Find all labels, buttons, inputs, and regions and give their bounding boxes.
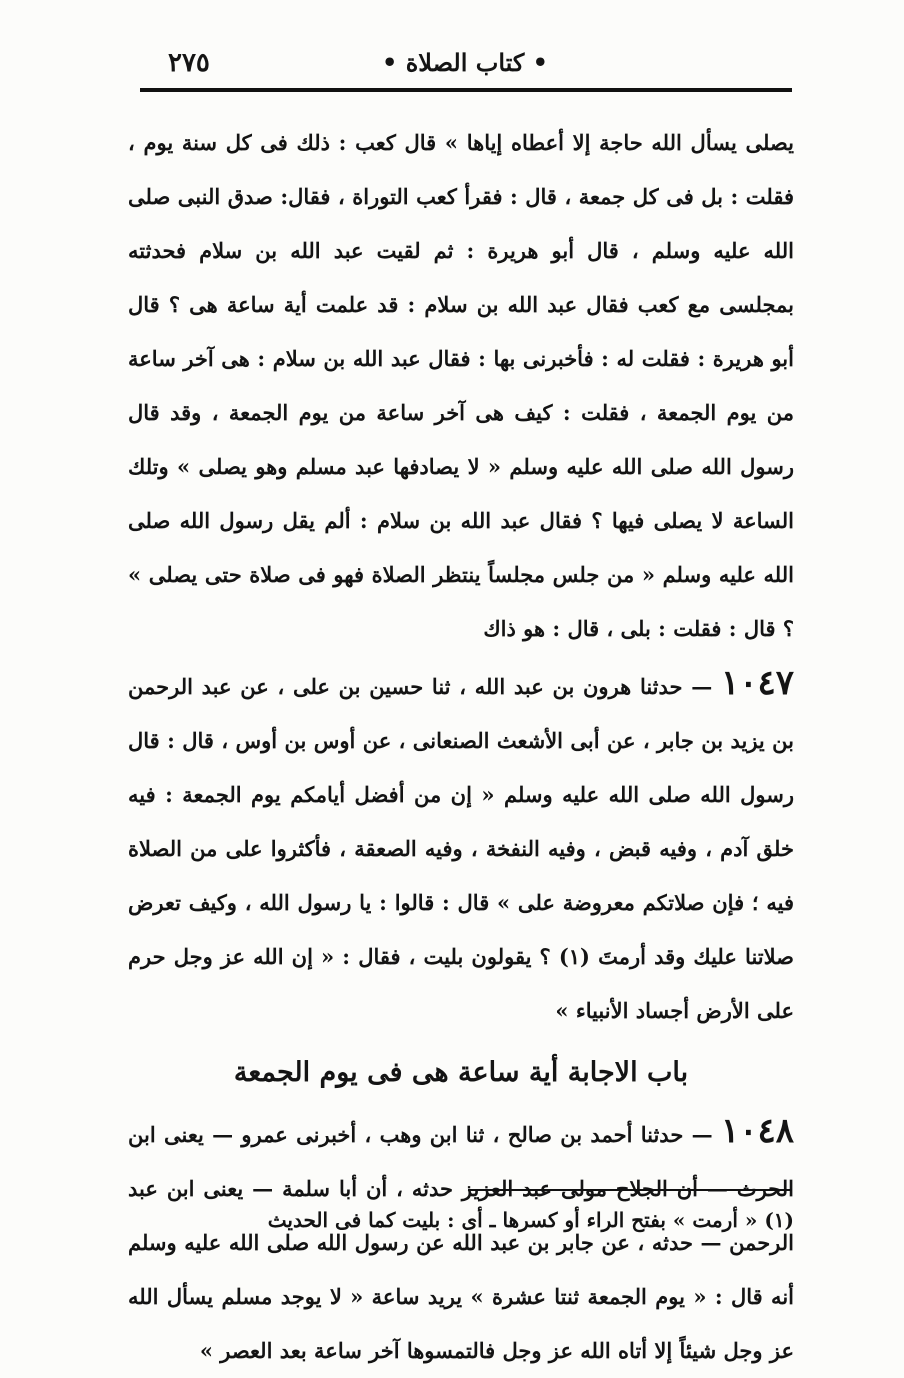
hadith-number: ١٠٤٧: [720, 663, 794, 703]
page-number: ٢٧٥: [168, 48, 210, 78]
book-title: • كتاب الصلاة •: [381, 48, 549, 77]
paragraph-continuation: يصلى يسأل الله حاجة إلا أعطاه إياها » قال كعب : ذلك فى كل سنة يوم ، فقلت : بل فى كل جمعة ، قال : فقرأ كعب التوراة ، فقال: صدق النبى صلى الله عليه وسلم ، قال أبو هريرة : ثم لقيت عبد الله بن سلام فحدثته بمجلسى مع كعب فقال عبد الله بن سلام : قد علمت أية ساعة هى ؟ قال أبو هريرة : فقلت له : فأخبرنى بها : فقال عبد الله بن سلام : هى آخر ساعة من يوم الجمعة ، فقلت : كيف هى آخر ساعة من يوم الجمعة ، وقد قال رسول الله صلى الله عليه وسلم « لا يصادفها عبد مسلم وهو يصلى » وتلك الساعة لا يصلى فيها ؟ فقال عبد الله بن سلام : ألم يقل رسول الله صلى الله عليه وسلم « من جلس مجلساً ينتظر الصلاة فهو فى صلاة حتى يصلى » ؟ قال : فقلت : بلى ، قال : هو ذاك: [128, 130, 794, 641]
footnote-rule: [468, 1189, 792, 1191]
section-title: باب الاجابة أية ساعة هى فى يوم الجمعة: [233, 1057, 689, 1088]
hadith-text: — حدثنا أحمد بن صالح ، ثنا ابن وهب ، أخبرنى عمرو — يعنى ابن الحرث — أن الجلاح مولى عبد العزيز حدثه ، أن أبا سلمة — يعنى ابن عبد الرحمن — حدثه ، عن جابر بن عبد الله عن رسول الله صلى الله عليه وسلم أنه قال : « يوم الجمعة ثنتا عشرة » يريد ساعة « لا يوجد مسلم يسأل الله عز وجل شيئاً إلا أتاه الله عز وجل فالتمسوها آخر ساعة بعد العصر »: [128, 1122, 794, 1363]
hadith-text: — حدثنا هرون بن عبد الله ، ثنا حسين بن على ، عن عبد الرحمن بن يزيد بن جابر ، عن أبى الأشعث الصنعانى ، عن أوس بن أوس ، قال : قال رسول الله صلى الله عليه وسلم « إن من أفضل أيامكم يوم الجمعة : فيه خلق آدم ، وفيه قبض ، وفيه النفخة ، وفيه الصعقة ، فأكثروا على من الصلاة فيه ؛ فإن صلاتكم معروضة على » قال : قالوا : يا رسول الله ، وكيف تعرض صلاتنا عليك وقد أرمتَ (١) ؟ يقولون بليت ، فقال : « إن الله عز وجل حرم على الأرض أجساد الأنبياء »: [128, 674, 794, 1023]
header-rule: [140, 88, 792, 92]
page-header: [140, 38, 790, 88]
hadith-1047: [128, 656, 794, 1038]
footnote: (١) « أرمت » بفتح الراء أو كسرها ـ أى : بليت كما فى الحديث: [267, 1208, 794, 1232]
hadith-number: ١٠٤٨: [720, 1111, 794, 1151]
hadith-1048: [128, 1104, 794, 1378]
